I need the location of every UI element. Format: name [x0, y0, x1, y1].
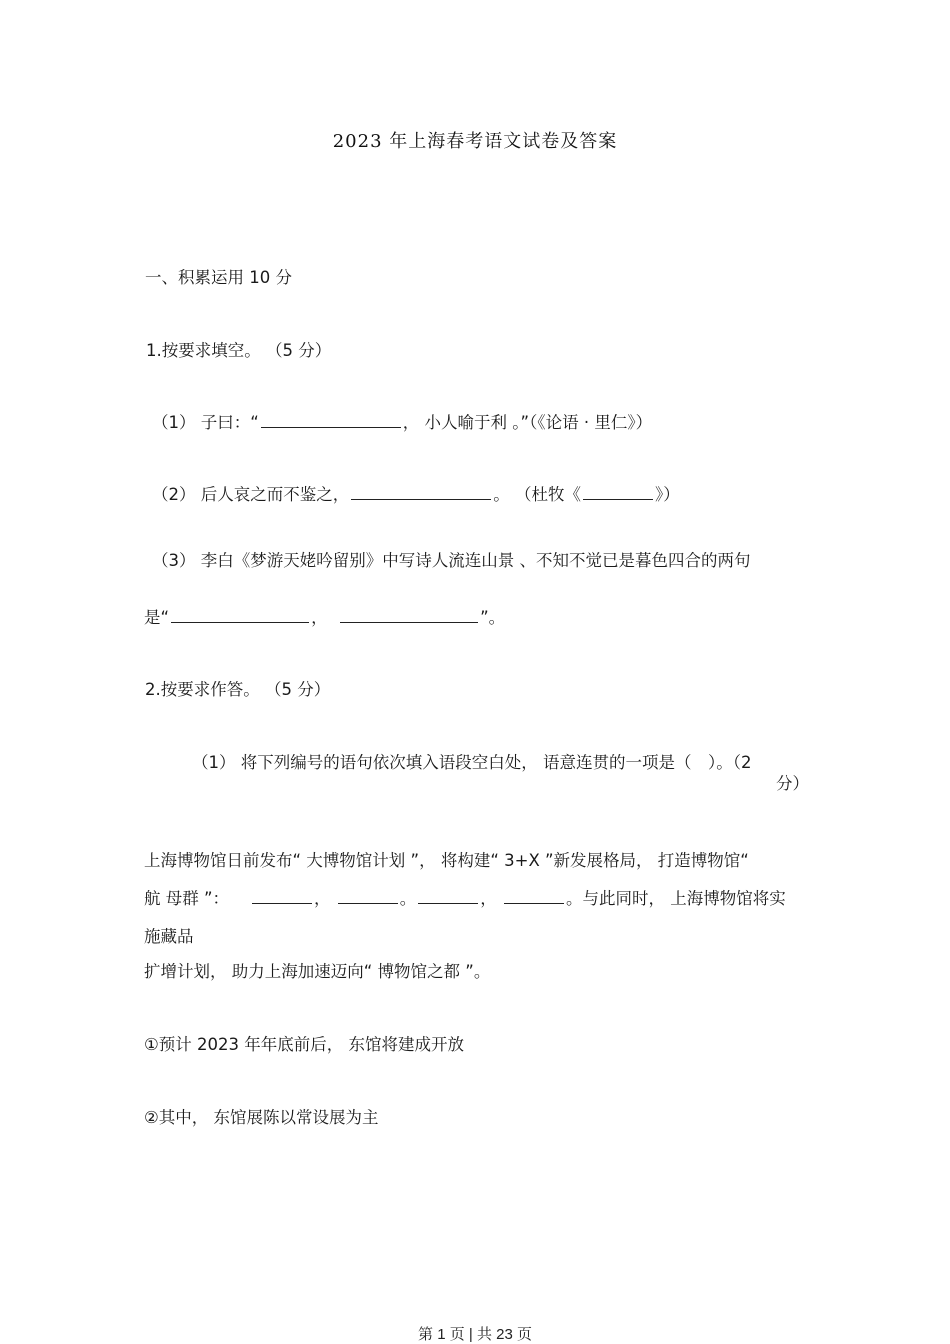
question-1-item-3-line-1: （3） 李白《梦游天姥吟留别》中写诗人流连山景 、不知不觉已是暮色四合的两句 — [152, 551, 751, 570]
answer-blank[interactable] — [418, 887, 478, 904]
separator: ， — [480, 889, 497, 908]
question-1-item-3-line-2 — [144, 606, 505, 630]
passage-line-1: 上海博物馆日前发布“ 大博物馆计划 ”， 将构建“ 3+X ”新发展格局， 打造博物馆“ — [144, 851, 749, 870]
passage-line-2 — [144, 887, 786, 911]
question-2-sub-1: （1） 将下列编号的语句依次填入语段空白处， 语意连贯的一项是（ ）。（2 — [192, 753, 752, 772]
item-3-suffix: ”。 — [480, 608, 506, 627]
answer-blank[interactable] — [261, 411, 401, 428]
question-1-item-2 — [152, 483, 680, 507]
answer-blank[interactable] — [504, 887, 564, 904]
question-2-sub-1-wrap: 分） — [776, 774, 809, 793]
item-2-mid: 。 （杜牧《 — [493, 485, 581, 504]
question-1-item-1 — [152, 411, 652, 435]
answer-blank[interactable] — [351, 483, 491, 500]
item-2-prefix: （2） 后人哀之而不鉴之， — [152, 485, 350, 504]
answer-blank[interactable] — [171, 606, 309, 623]
answer-blank[interactable] — [340, 606, 478, 623]
item-2-suffix: 》） — [655, 485, 680, 504]
page-footer: 第 1 页 | 共 23 页 — [418, 1326, 532, 1343]
question-1-heading: 1.按要求填空。 （5 分） — [146, 341, 332, 360]
item-3-prefix: 是“ — [144, 608, 170, 627]
passage-prefix: 航 母群 ”： — [144, 889, 230, 908]
option-2: ②其中， 东馆展陈以常设展为主 — [144, 1108, 379, 1127]
answer-blank[interactable] — [338, 887, 398, 904]
answer-blank[interactable] — [583, 483, 653, 500]
section-heading: 一、积累运用 10 分 — [145, 268, 292, 287]
passage-line-3: 施藏品 — [144, 927, 194, 946]
item-3-separator: ， — [311, 608, 328, 627]
separator: ， — [314, 889, 331, 908]
item-1-prefix: （1） 子曰：“ — [152, 413, 259, 432]
document-title: 2023 年上海春考语文试卷及答案 — [332, 131, 618, 152]
item-1-suffix: ， 小人喻于利 。”（《论语 · 里仁》） — [402, 413, 653, 432]
passage-suffix: 。与此同时， 上海博物馆将实 — [566, 889, 786, 908]
answer-blank[interactable] — [252, 887, 312, 904]
option-1: ①预计 2023 年年底前后， 东馆将建成开放 — [144, 1035, 465, 1054]
separator: 。 — [399, 889, 417, 908]
passage-line-4: 扩增计划， 助力上海加速迈向“ 博物馆之都 ”。 — [144, 962, 491, 981]
question-2-heading: 2.按要求作答。 （5 分） — [145, 680, 331, 699]
